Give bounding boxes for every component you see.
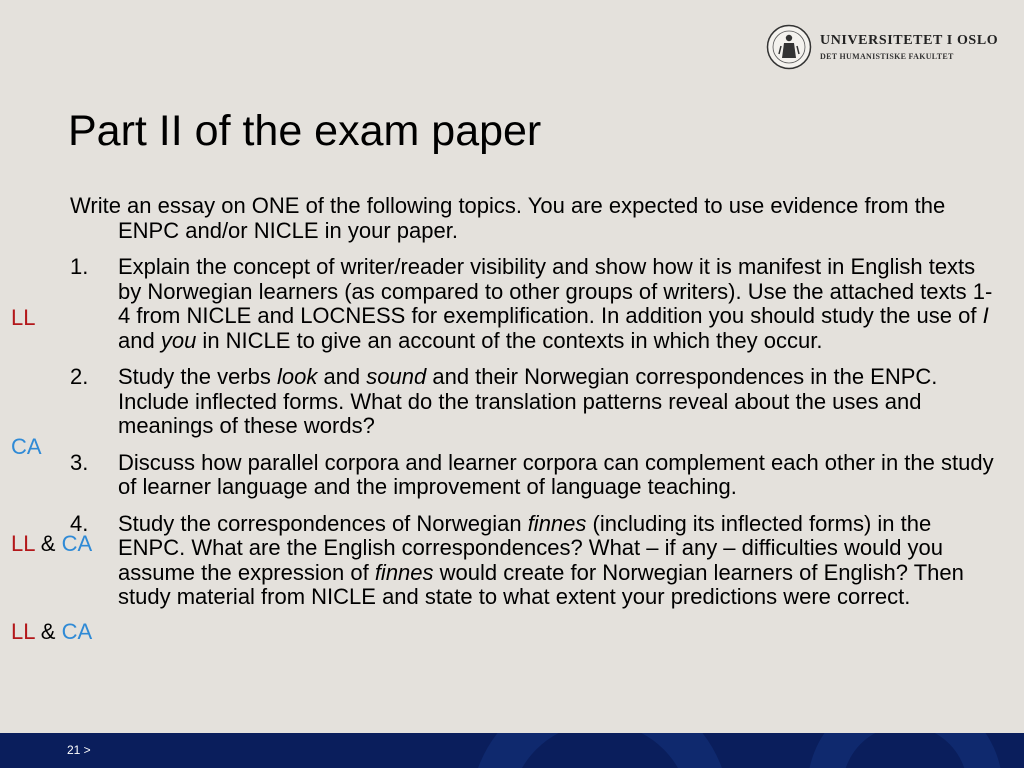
university-logo	[766, 22, 998, 72]
footer-bar	[0, 733, 1024, 768]
faculty-name: DET HUMANISTISKE FAKULTET	[820, 52, 954, 61]
slide-body	[70, 194, 1000, 622]
university-name: UNIVERSITETET I OSLO	[820, 33, 999, 48]
text-run: and	[317, 364, 367, 389]
footer-decoration	[0, 733, 1024, 768]
emphasized-term: you	[160, 327, 197, 353]
text-run: Study the verbs	[118, 364, 277, 389]
intro-paragraph: Write an essay on ONE of the following topics. You are expected to use evidence from the ENPC and/or NICLE in your paper.	[70, 193, 946, 243]
topic-item-2	[70, 365, 1000, 439]
topic-number: 3.	[70, 449, 89, 475]
ampersand: &	[40, 531, 56, 556]
topic-item-1	[70, 255, 1000, 353]
topic-item-3	[70, 451, 1000, 500]
topic-text	[118, 254, 992, 353]
ca-tag: CA	[61, 619, 93, 644]
emphasized-term: I	[982, 303, 989, 328]
ll-tag: LL	[11, 531, 35, 556]
ca-tag: CA	[61, 531, 93, 556]
ampersand: &	[40, 619, 56, 644]
topic-number: 2.	[70, 364, 89, 389]
margin-tag-topic-4	[11, 619, 92, 645]
emphasized-term: finnes	[527, 510, 587, 536]
page-number: 21 >	[67, 743, 91, 757]
text-run: would create for Norwegian learners of English? Then study material from NICLE and state to what extent your predictions were correct.	[118, 559, 964, 609]
text-run: in NICLE to give an account of the contexts in which they occur.	[196, 327, 823, 353]
topic-number: 4.	[70, 510, 89, 536]
text-run: (including its inflected forms) in the ENPC. What are the English correspondences? What – if any – difficulties would you assume the expression of	[118, 510, 944, 585]
text-run: and	[118, 327, 161, 353]
slide-title: Part II of the exam paper	[68, 107, 542, 155]
emphasized-term: sound	[366, 364, 427, 389]
topic-item-4	[70, 512, 1000, 610]
topic-number: 1.	[70, 254, 89, 279]
emphasized-term: finnes	[374, 559, 434, 585]
emphasized-term: look	[276, 364, 318, 389]
margin-tag-topic-1	[11, 305, 35, 331]
text-run: Study the correspondences of Norwegian	[118, 510, 528, 536]
ll-tag: LL	[11, 305, 36, 330]
text-run: Discuss how parallel corpora and learner corpora can complement each other in the study of learner language and the improvement of language teaching.	[118, 449, 994, 499]
ll-tag: LL	[11, 619, 35, 644]
topic-text	[118, 450, 994, 500]
topic-text	[118, 511, 964, 610]
topic-text	[118, 364, 937, 438]
margin-tag-topic-3	[11, 531, 92, 557]
text-run: and their Norwegian correspondences in the ENPC. Include inflected forms. What do the translation patterns reveal about the uses and meanings of these words?	[118, 364, 938, 438]
ca-tag: CA	[11, 434, 42, 459]
margin-tag-topic-2	[11, 434, 42, 460]
university-seal-icon	[766, 24, 812, 70]
text-run: Explain the concept of writer/reader visibility and show how it is manifest in English texts by Norwegian learners (as compared to other groups of writers). Use the attached texts 1-4 from NICLE and LOCNESS for exemplification. In addition you should study the use of	[118, 254, 993, 328]
